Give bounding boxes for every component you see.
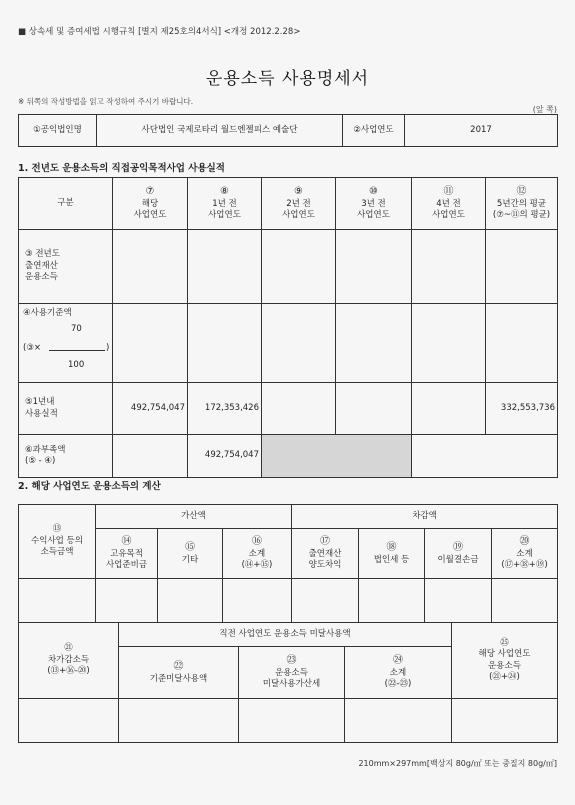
additions-header: 가산액 xyxy=(96,505,292,529)
col-5yr-average: ⑫ 5년간의 평균 (⑦~⑪의 평균) xyxy=(486,178,558,230)
instruction-note: ※ 뒤쪽의 작성방법을 읽고 작성하여 주시기 바랍니다. xyxy=(18,97,194,106)
cell xyxy=(486,304,558,383)
section2-title: 2. 해당 사업연도 운용소득의 계산 xyxy=(18,481,161,492)
cell xyxy=(262,230,336,304)
row-standard-amount-label: ④사용기준액 (③× 70 ) 100 xyxy=(19,304,113,383)
deduct-corp-tax: ⑱ 법인세 등 xyxy=(359,529,425,579)
cell xyxy=(492,579,558,623)
cell xyxy=(262,304,336,383)
actual-2yr-prior xyxy=(262,383,336,435)
regulation-header: ■ 상속세 및 증여세법 시행규칙 [별지 제25호의4서식] <개정 2012.2.28> xyxy=(18,27,301,37)
actual-current-year: 492,754,047 xyxy=(113,383,188,435)
actual-1yr-prior: 172,353,426 xyxy=(188,383,262,435)
section1-title: 1. 전년도 운용소득의 직접공익목적사업 사용실적 xyxy=(18,163,225,174)
cell xyxy=(223,579,292,623)
org-name-value: 사단법인 국제로타리 월드엔젤피스 예술단 xyxy=(97,115,343,147)
row-actual-use-label: ⑤1년내 사용실적 xyxy=(19,383,113,435)
cell xyxy=(188,230,262,304)
unused-amount-header: 직전 사업연도 운용소득 미달사용액 xyxy=(119,623,452,647)
unused-standard: ㉒ 기준미달사용액 xyxy=(119,647,239,699)
deduct-capital-gain: ⑰ 출연재산 양도차익 xyxy=(292,529,359,579)
cell xyxy=(425,579,492,623)
final-income-label: ㉕ 해당 사업연도 운용소득 (㉑+㉔) xyxy=(452,623,558,699)
formula: (③× 70 ) 100 xyxy=(23,323,110,370)
org-name-label: ①공익법인명 xyxy=(19,115,97,147)
add-subtotal: ⑯ 소계 (⑭+⑮) xyxy=(223,529,292,579)
shaded-cell xyxy=(262,435,412,478)
fiscal-year-label: ②사업연도 xyxy=(343,115,405,147)
deductions-header: 차감액 xyxy=(292,505,558,529)
cell xyxy=(452,699,558,743)
unused-penalty-tax: ㉓ 운용소득 미달사용가산세 xyxy=(239,647,345,699)
cell xyxy=(158,579,223,623)
cell xyxy=(336,230,412,304)
fiscal-year-value: 2017 xyxy=(405,115,558,147)
deduct-subtotal: ⑳ 소계 (⑰+⑱+⑲) xyxy=(492,529,558,579)
cell xyxy=(96,579,158,623)
row-prior-income-label: ③ 전년도 출연재산 운용소득 xyxy=(19,230,113,304)
row-shortfall-label: ⑥과부족액 (⑤ - ④) xyxy=(19,435,113,478)
cell xyxy=(19,699,119,743)
cell xyxy=(188,304,262,383)
cell xyxy=(412,435,558,478)
cell xyxy=(359,579,425,623)
shortfall-1yr-prior: 492,754,047 xyxy=(188,435,262,478)
cell xyxy=(239,699,345,743)
fraction-line xyxy=(49,350,105,351)
pre-deduct-income-label: ㉑ 차가감소득 (⑬+⑯-⑳) xyxy=(19,623,119,699)
col-1yr-prior: ⑧ 1년 전 사업연도 xyxy=(188,178,262,230)
col-2yr-prior: ⑨ 2년 전 사업연도 xyxy=(262,178,336,230)
cell xyxy=(336,304,412,383)
cell xyxy=(486,230,558,304)
actual-5yr-average: 332,553,736 xyxy=(486,383,558,435)
info-table xyxy=(18,114,558,147)
add-other: ⑮ 기타 xyxy=(158,529,223,579)
actual-4yr-prior xyxy=(412,383,486,435)
col-current-year: ⑦ 해당 사업연도 xyxy=(113,178,188,230)
cell xyxy=(345,699,452,743)
category-header: 구분 xyxy=(19,178,113,230)
col-4yr-prior: ⑪ 4년 전 사업연도 xyxy=(412,178,486,230)
cell xyxy=(113,304,188,383)
section1-table xyxy=(18,177,558,478)
cell xyxy=(412,304,486,383)
income-label: ⑬ 수익사업 등의 소득금액 xyxy=(19,505,96,579)
cell xyxy=(292,579,359,623)
page-title: 운용소득 사용명세서 xyxy=(205,69,370,89)
deduct-loss-carryover: ⑲ 이월결손금 xyxy=(425,529,492,579)
section2-table-b xyxy=(18,622,558,743)
col-3yr-prior: ⑩ 3년 전 사업연도 xyxy=(336,178,412,230)
actual-3yr-prior xyxy=(336,383,412,435)
section2-table-a xyxy=(18,504,558,623)
add-reserve: ⑭ 고유목적 사업준비금 xyxy=(96,529,158,579)
paper-spec-footer: 210mm×297mm[백상지 80g/㎡ 또는 중질지 80g/㎡] xyxy=(358,759,557,768)
unused-subtotal: ㉔ 소계 (㉒-㉓) xyxy=(345,647,452,699)
cell xyxy=(19,579,96,623)
page-side-note: (앞 쪽) xyxy=(532,105,557,114)
cell xyxy=(119,699,239,743)
shortfall-current-year xyxy=(113,435,188,478)
cell xyxy=(412,230,486,304)
cell xyxy=(113,230,188,304)
